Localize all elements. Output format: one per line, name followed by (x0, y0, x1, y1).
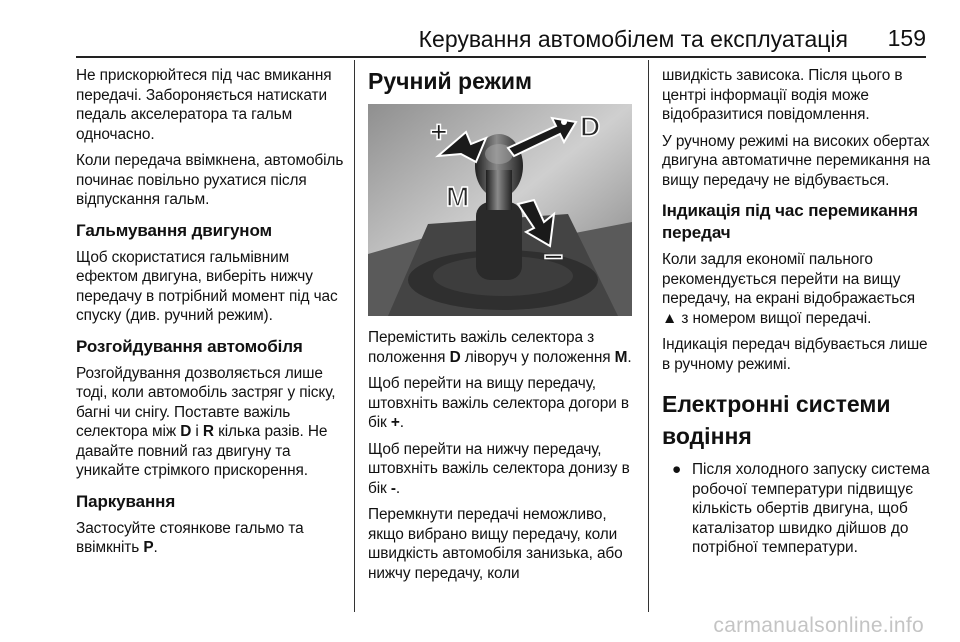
figure-label-d: D (580, 111, 601, 142)
figure-label-plus: + (430, 116, 448, 149)
heading-shift-indication: Індикація під час перемикання передач (662, 201, 918, 242)
heading-parking: Паркування (76, 491, 176, 511)
paragraph-rocking: Розгойдування дозволяється лише тоді, коли автомобіль застряг у піску, багні чи снігу. Поставте важіль селектора між D і R кілька разів. Не давайте повний газ двигуну та уникайте стрімкого прискорення. (76, 364, 336, 479)
column-3 (662, 66, 934, 558)
plus-symbol: + (390, 414, 400, 431)
gear-d-label: D (180, 423, 192, 440)
list-item (662, 460, 934, 558)
paragraph-engine-braking: Щоб скористатися гальмівним ефектом двигуна, виберіть нижчу передачу в потрібний момент під час спуску (див. ручний режим). (76, 248, 338, 324)
paragraph-indication-manual-only: Індикація передач відбувається лише в ручному режимі. (662, 336, 928, 373)
minus-symbol: - (390, 479, 396, 497)
gear-p-label: P (143, 539, 154, 556)
paragraph-creep: Коли передача ввімкнена, автомобіль починає повільно рухатися після відпускання гальм. (76, 152, 344, 208)
gear-selector-illustration (368, 104, 632, 316)
paragraph-acceleration: Не прискорюйтеся під час вмикання передачі. Забороняється натискати педаль акселератора та гальм одночасно. (76, 67, 332, 143)
figure-label-minus: – (544, 236, 563, 274)
column-divider-1 (354, 60, 355, 612)
heading-electronic-systems: Електронні системи водіння (662, 391, 891, 449)
paragraph-shift-limits: Перемкнути передачі неможливо, якщо вибрано вищу передачу, коли швидкість автомобіля занизька, або нижчу передачу, коли (368, 506, 623, 582)
paragraph-shift-indication: Коли задля економії пального рекомендується перейти на вищу передачу, на екрані відображається ▲ з номером вищої передачі. (662, 251, 916, 327)
heading-manual-mode: Ручний режим (368, 68, 533, 94)
gear-selector-figure (368, 104, 632, 316)
upshift-arrow-icon: ▲ (662, 309, 678, 327)
column-divider-2 (648, 60, 649, 612)
paragraph-downshift: Щоб перейти на нижчу передачу, штовхніть важіль селектора донизу в бік -. (368, 440, 630, 497)
paragraph-parking: Застосуйте стоянкове гальмо та ввімкніть P. (76, 519, 304, 556)
page-number: 159 (887, 25, 926, 51)
paragraph-upshift: Щоб перейти на вищу передачу, штовхніть важіль селектора догори в бік +. (368, 375, 629, 431)
gear-d-label: D (449, 348, 461, 366)
figure-label-m: M (446, 181, 470, 212)
bullet-icon: ● (672, 461, 682, 478)
header-rule (76, 56, 926, 58)
heading-engine-braking: Гальмування двигуном (76, 220, 273, 240)
page-header (0, 0, 960, 56)
header-title: Керування автомобілем та експлуатація (418, 26, 848, 52)
paragraph-enter-manual: Перемістить важіль селектора з положення D ліворуч у положення M. (368, 329, 632, 366)
heading-rocking: Розгойдування автомобіля (76, 336, 303, 356)
column-1 (76, 66, 346, 565)
bullet-text: Після холодного запуску система робочої температури підвищує кількість обертів двигуна, щоб каталізатор швидко дійшов до потрібної температури. (692, 461, 930, 556)
gear-m-label: M (614, 348, 628, 366)
paragraph-high-rpm: У ручному режимі на високих обертах двигуна автоматичне перемикання на вищу передачу не відбувається. (662, 132, 931, 189)
watermark: carmanualsonline.info (713, 614, 924, 637)
column-2 (368, 66, 636, 590)
gear-r-label: R (202, 423, 214, 440)
paragraph-shift-limits-cont: швидкість зависока. Після цього в центрі інформації водія може відобразитися повідомлення. (662, 67, 903, 123)
